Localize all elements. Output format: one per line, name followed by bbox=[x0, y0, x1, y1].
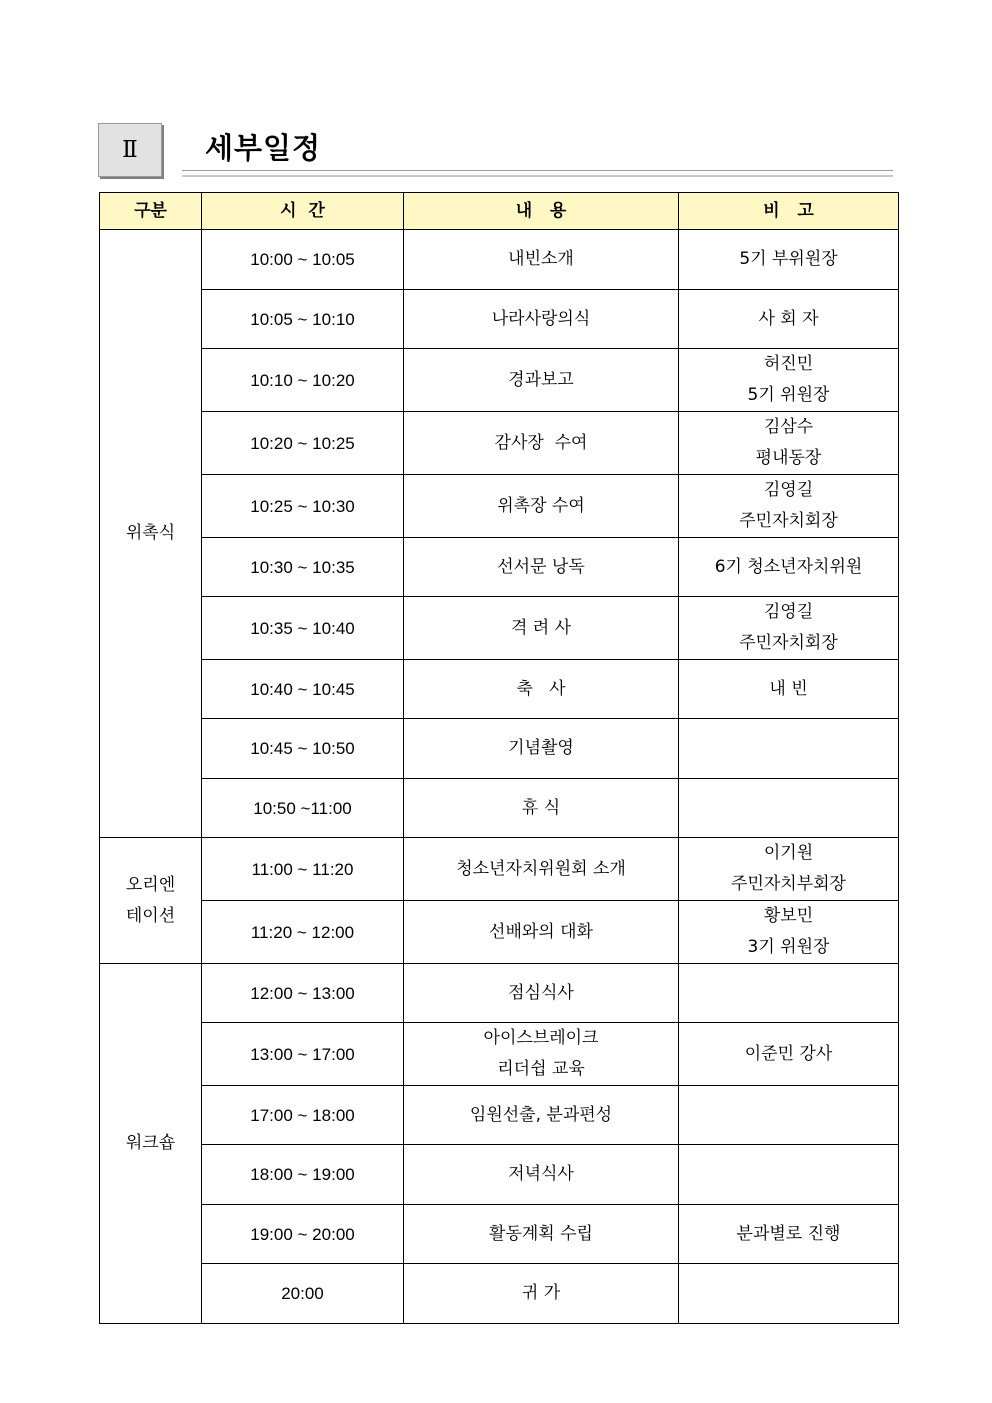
note-cell: 이준민 강사 bbox=[679, 1023, 899, 1086]
table-row bbox=[100, 290, 899, 349]
header-content: 내 용 bbox=[404, 193, 679, 230]
note-cell bbox=[679, 1264, 899, 1324]
title-underline-shadow bbox=[182, 175, 893, 177]
content-cell: 내빈소개 bbox=[404, 230, 679, 290]
time-cell: 10:35 ~ 10:40 bbox=[202, 597, 404, 660]
section-title: 세부일정 bbox=[205, 131, 322, 165]
table-row bbox=[100, 719, 899, 779]
content-cell: 청소년자치위원회 소개 bbox=[404, 838, 679, 901]
content-cell: 점심식사 bbox=[404, 964, 679, 1023]
content-cell: 감사장 수여 bbox=[404, 412, 679, 475]
time-cell: 13:00 ~ 17:00 bbox=[202, 1023, 404, 1086]
note-cell: 사 회 자 bbox=[679, 290, 899, 349]
time-cell: 10:10 ~ 10:20 bbox=[202, 349, 404, 412]
note-cell bbox=[679, 1145, 899, 1205]
note-cell: 내 빈 bbox=[679, 660, 899, 719]
content-cell: 격 려 사 bbox=[404, 597, 679, 660]
group-cell: 오리엔 테이션 bbox=[100, 838, 202, 964]
note-cell: 김삼수 평내동장 bbox=[679, 412, 899, 475]
time-cell: 10:00 ~ 10:05 bbox=[202, 230, 404, 290]
time-cell: 18:00 ~ 19:00 bbox=[202, 1145, 404, 1205]
table-row bbox=[100, 475, 899, 538]
table-row bbox=[100, 901, 899, 964]
time-cell: 19:00 ~ 20:00 bbox=[202, 1205, 404, 1264]
note-cell bbox=[679, 964, 899, 1023]
table-row bbox=[100, 1086, 899, 1145]
note-cell: 허진민 5기 위원장 bbox=[679, 349, 899, 412]
schedule-table bbox=[99, 192, 899, 1324]
content-cell: 임원선출, 분과편성 bbox=[404, 1086, 679, 1145]
time-cell: 10:20 ~ 10:25 bbox=[202, 412, 404, 475]
time-cell: 10:30 ~ 10:35 bbox=[202, 538, 404, 597]
note-cell: 황보민 3기 위원장 bbox=[679, 901, 899, 964]
content-cell: 기념촬영 bbox=[404, 719, 679, 779]
content-cell: 선배와의 대화 bbox=[404, 901, 679, 964]
content-cell: 경과보고 bbox=[404, 349, 679, 412]
table-header-row bbox=[100, 193, 899, 230]
table-row bbox=[100, 1264, 899, 1324]
title-underline bbox=[182, 170, 893, 171]
table-row bbox=[100, 1145, 899, 1205]
note-cell: 이기원 주민자치부회장 bbox=[679, 838, 899, 901]
note-cell: 김영길 주민자치회장 bbox=[679, 475, 899, 538]
content-cell: 축 사 bbox=[404, 660, 679, 719]
time-cell: 12:00 ~ 13:00 bbox=[202, 964, 404, 1023]
group-cell: 위촉식 bbox=[100, 230, 202, 838]
section-number: Ⅱ bbox=[122, 137, 138, 163]
header-time: 시 간 bbox=[202, 193, 404, 230]
time-cell: 10:45 ~ 10:50 bbox=[202, 719, 404, 779]
note-cell: 6기 청소년자치위원 bbox=[679, 538, 899, 597]
table-row bbox=[100, 660, 899, 719]
time-cell: 10:05 ~ 10:10 bbox=[202, 290, 404, 349]
note-cell bbox=[679, 719, 899, 779]
time-cell: 17:00 ~ 18:00 bbox=[202, 1086, 404, 1145]
time-cell: 11:00 ~ 11:20 bbox=[202, 838, 404, 901]
content-cell: 나라사랑의식 bbox=[404, 290, 679, 349]
note-cell: 5기 부위원장 bbox=[679, 230, 899, 290]
table-row bbox=[100, 838, 899, 901]
content-cell: 활동계획 수립 bbox=[404, 1205, 679, 1264]
table-row bbox=[100, 349, 899, 412]
time-cell: 10:50 ~11:00 bbox=[202, 779, 404, 838]
table-row bbox=[100, 412, 899, 475]
table-row bbox=[100, 964, 899, 1023]
table-row bbox=[100, 779, 899, 838]
time-cell: 11:20 ~ 12:00 bbox=[202, 901, 404, 964]
note-cell: 김영길 주민자치회장 bbox=[679, 597, 899, 660]
time-cell: 10:25 ~ 10:30 bbox=[202, 475, 404, 538]
time-cell: 10:40 ~ 10:45 bbox=[202, 660, 404, 719]
content-cell: 휴 식 bbox=[404, 779, 679, 838]
group-cell: 워크숍 bbox=[100, 964, 202, 1324]
table-row bbox=[100, 1023, 899, 1086]
table-row bbox=[100, 230, 899, 290]
note-cell bbox=[679, 779, 899, 838]
content-cell: 선서문 낭독 bbox=[404, 538, 679, 597]
table-row bbox=[100, 1205, 899, 1264]
header-category: 구분 bbox=[100, 193, 202, 230]
section-number-box bbox=[98, 123, 162, 177]
content-cell: 귀 가 bbox=[404, 1264, 679, 1324]
table-row bbox=[100, 597, 899, 660]
note-cell bbox=[679, 1086, 899, 1145]
content-cell: 저녁식사 bbox=[404, 1145, 679, 1205]
table-row bbox=[100, 538, 899, 597]
content-cell: 아이스브레이크 리더쉽 교육 bbox=[404, 1023, 679, 1086]
note-cell: 분과별로 진행 bbox=[679, 1205, 899, 1264]
header-note: 비 고 bbox=[679, 193, 899, 230]
time-cell: 20:00 bbox=[202, 1264, 404, 1324]
content-cell: 위촉장 수여 bbox=[404, 475, 679, 538]
